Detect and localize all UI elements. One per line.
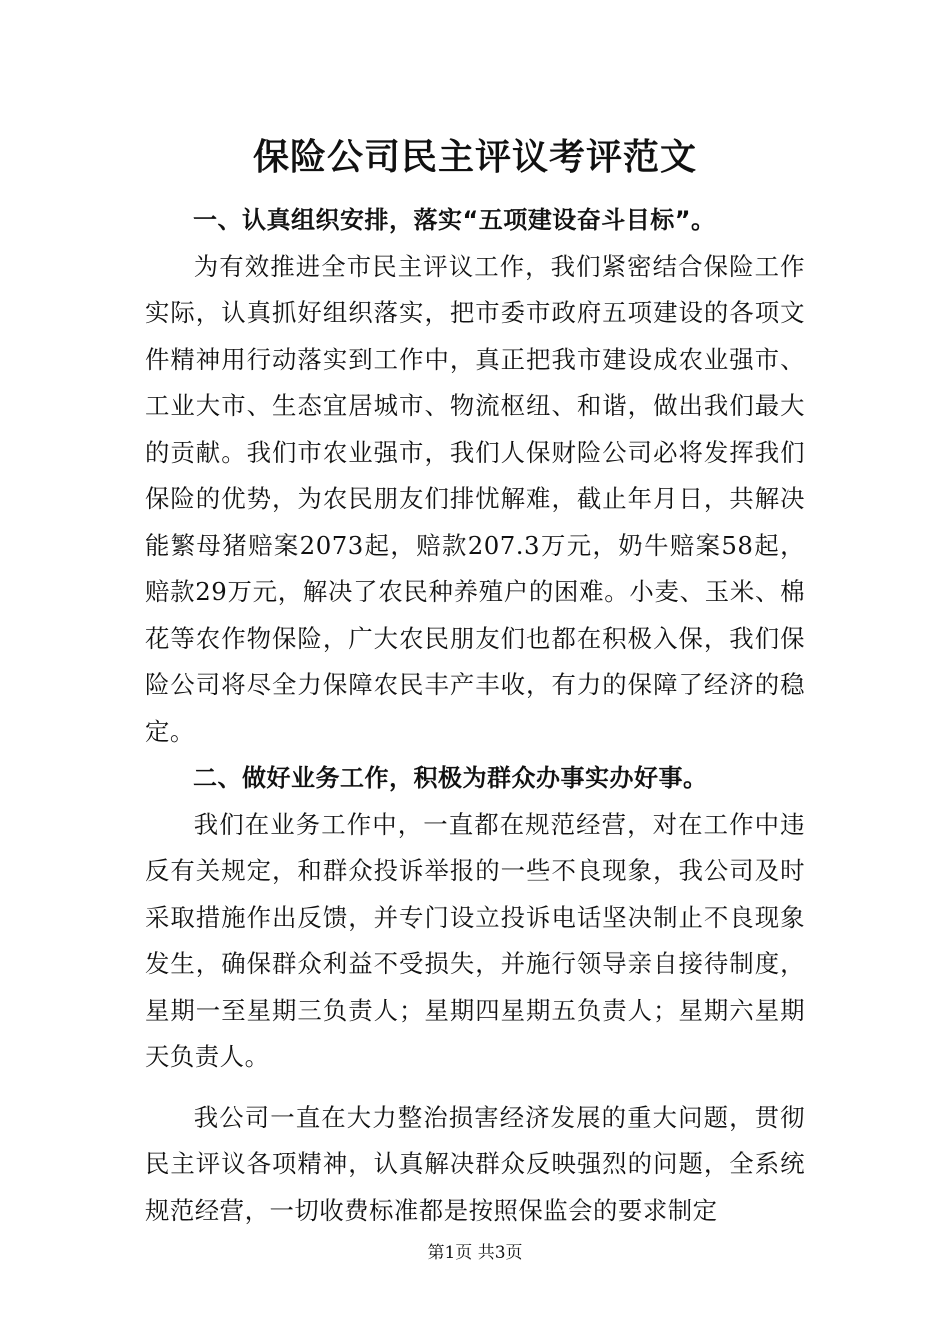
section-heading-1: 一、认真组织安排，落实“五项建设奋斗目标”。	[193, 206, 716, 234]
body-paragraph-3: 我公司一直在大力整治损害经济发展的重大问题，贯彻民主评议各项精神，认真解决群众反映强烈的问题，全系统规范经营，一切收费标准都是按照保监会的要求制定	[145, 1102, 805, 1225]
document-body	[145, 197, 805, 1234]
section-heading-2: 二、做好业务工作，积极为群众办事实办好事。	[193, 764, 708, 792]
page-footer: 第1页 共3页	[427, 1243, 523, 1263]
document-title: 保险公司民主评议考评范文	[252, 136, 697, 178]
body-paragraph-1: 为有效推进全市民主评议工作，我们紧密结合保险工作实际，认真抓好组织落实，把市委市政府五项建设的各项文件精神用行动落实到工作中，真正把我市建设成农业强市、工业大市、生态宜居城市、物流枢纽、和谐，做出我们最大的贡献。我们市农业强市，我们人保财险公司必将发挥我们保险的优势，为农民朋友们排忧解难，截止年月日，共解决能繁母猪赔案2073起，赔款207.3万元，奶牛赔案58起，赔款29万元，解决了农民种养殖户的困难。小麦、玉米、棉花等农作物保险，广大农民朋友们也都在积极入保，我们保险公司将尽全力保障农民丰产丰收，有力的保障了经济的稳定。	[145, 251, 805, 746]
body-paragraph-2: 我们在业务工作中，一直都在规范经营，对在工作中违反有关规定，和群众投诉举报的一些不良现象，我公司及时采取措施作出反馈，并专门设立投诉电话坚决制止不良现象发生，确保群众利益不受损失，并施行领导亲自接待制度，星期一至星期三负责人；星期四星期五负责人；星期六星期天负责人。	[145, 809, 805, 1071]
